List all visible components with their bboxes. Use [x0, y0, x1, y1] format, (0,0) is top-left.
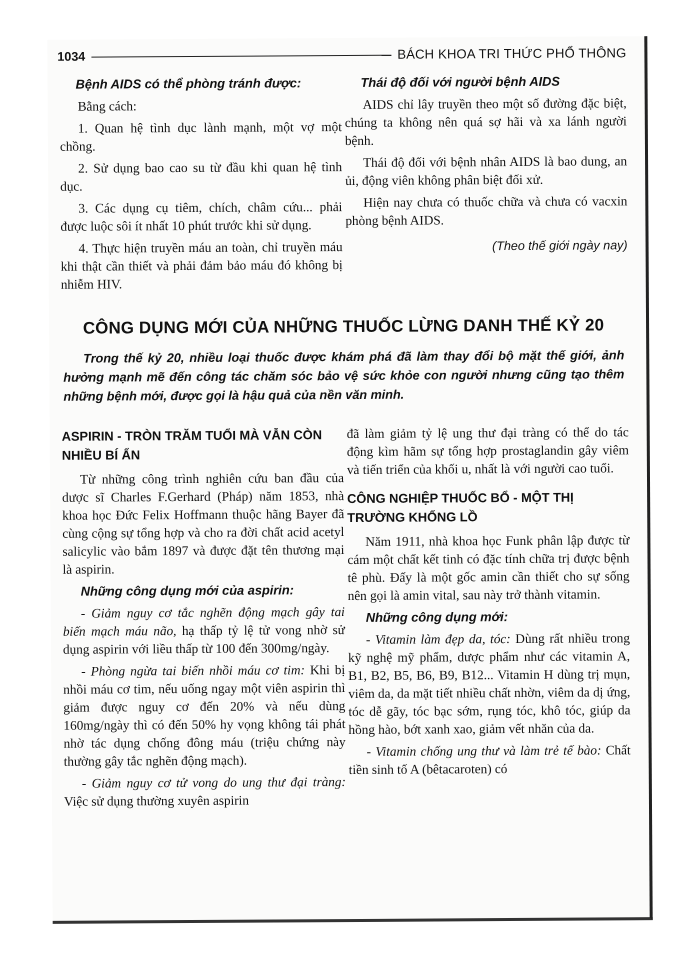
running-header — [57, 38, 626, 71]
aspirin-use-text: Khi bị nhồi máu cơ tim, nếu uống ngay một viên aspirin thì giảm được nguy cơ đến 20% và nếu dùng 160mg/ngày thì có đến 50% hy vọng không tái phát nhờ tác dụng chống đông máu (triệu chứng này thường gây tắc nghẽn động mạch). — [63, 662, 346, 769]
aspirin-use-lead: - Giảm nguy cơ tử vong do ung thư đại tràng: — [81, 774, 346, 791]
top-columns — [58, 68, 628, 297]
page-number: 1034 — [57, 49, 86, 64]
book-title: BÁCH KHOA TRI THỨC PHỔ THÔNG — [397, 45, 627, 62]
attitude-paragraph: Thái độ đối với bệnh nhân AIDS là bao dung, an ủi, động viên không phân biệt đối xử. — [345, 153, 628, 189]
prevention-item: 4. Thực hiện truyền máu an toàn, chỉ truyền máu khi thật cần thiết và phải đảm bảo máu đó không bị nhiễm HIV. — [60, 239, 343, 292]
aspirin-use — [63, 661, 346, 771]
vitamin-use — [349, 741, 631, 779]
attitude-paragraph: Hiện nay chưa có thuốc chữa và chưa có vacxin phòng bệnh AIDS. — [345, 193, 628, 229]
prevention-item: 2. Sử dụng bao cao su từ đầu khi quan hệ tình dục. — [60, 159, 343, 194]
attitude-paragraph: AIDS chỉ lây truyền theo một số đường đặc biệt, chúng ta không nên quá sợ hãi và xa lánh người bệnh. — [344, 95, 627, 149]
prevention-item: 1. Quan hệ tình dục lành mạnh, một vợ một chồng. — [59, 119, 342, 154]
aspirin-use — [63, 603, 345, 659]
tonic-intro: Năm 1911, nhà khoa học Funk phân lập được từ cám một chất kết tinh có đặc tính chữa trị được bệnh tê phù. Đấy là một gốc amin cần thiết cho sự sống nên gọi là amin vital, sau này trở thành vitamin. — [347, 532, 630, 604]
vitamin-use-text: Chất tiền sinh tố A (bêtacaroten) có — [348, 742, 631, 778]
vitamin-use — [348, 629, 631, 739]
aspirin-use-text: hạ thấp tỷ lệ tử vong nhờ sử dụng aspirin với liều thấp từ 100 đến 300mg/ngày. — [62, 622, 345, 657]
aspirin-heading: ASPIRIN - TRÒN TRĂM TUỔI MÀ VẪN CÒN NHIỀU BÍ ẨN — [61, 427, 322, 463]
aspirin-use-text: Việc sử dụng thường xuyên aspirin — [63, 792, 249, 809]
header-rule — [91, 54, 391, 57]
aspirin-continuation: đã làm giảm tỷ lệ ung thư đại tràng có thể do tác động kìm hãm sự tổng hợp prostaglandin gây viêm và tiến triển của khối u, nhất là với người cao tuổi. — [346, 424, 629, 478]
aids-attitude-heading: Thái độ đối với người bệnh AIDS — [360, 73, 560, 90]
vitamin-use-lead: - Vitamin làm đẹp da, tóc: — [365, 631, 511, 647]
book-page — [47, 36, 652, 924]
source-citation: (Theo thế giới ngày nay) — [492, 238, 628, 254]
prevention-intro: Bằng cách: — [77, 98, 137, 114]
aspirin-uses-heading: Những công dụng mới của aspirin: — [80, 582, 294, 599]
tonic-heading: CÔNG NGHIỆP THUỐC BỔ - MỘT THỊ TRƯỜNG KHỔNG LỒ — [347, 489, 574, 526]
aspirin-use-lead: - Giảm nguy cơ tắc nghẽn động mạch gây tai biến mạch máu não, — [62, 604, 345, 639]
aspirin-column — [62, 425, 346, 815]
article-columns — [60, 423, 631, 814]
aspirin-use — [64, 773, 346, 811]
aids-attitude-column — [344, 68, 627, 296]
aids-prevention-column — [60, 70, 343, 298]
prevention-item: 3. Các dụng cụ tiêm, chích, châm cứu... phải được luộc sôi ít nhất 10 phút trước khi sử dụng. — [60, 199, 343, 234]
article-title: CÔNG DỤNG MỚI CỦA NHỮNG THUỐC LỪNG DANH THẾ KỶ 20 — [82, 315, 605, 338]
aspirin-use-lead: - Phòng ngừa tai biến nhồi máu cơ tim: — [81, 662, 305, 679]
tonic-uses-heading: Những công dụng mới: — [365, 609, 509, 625]
vitamin-use-text: Dùng rất nhiều trong kỹ nghệ mỹ phẩm, dược phẩm như các vitamin A, B1, B2, B5, B6, B9, B12... Vitamin H dùng trị mụn, viêm da, da mặt tiết nhiều chất nhờn, viêm da dị ứng, tóc dễ gãy, tóc bạc sớm, rụng tóc, khô tóc, giúp da hồng hào, bớt xanh xao, giảm vết nhăn của da. — [348, 630, 631, 738]
aspirin-intro: Từ những công trình nghiên cứu ban đầu của dược sĩ Charles F.Gerhard (Pháp) năm 1853, nhà khoa học Đức Felix Hoffmann thuộc hãng Bayer đã cùng cộng sự tổng hợp và cho ra đời chất acid acetyl salicylic vào bắm 1897 và được đặt tên thương mại là aspirin. — [62, 470, 345, 577]
tonic-column — [347, 423, 631, 813]
article-lead: Trong thế kỷ 20, nhiều loại thuốc được khám phá đã làm thay đổi bộ mặt thế giới, ảnh hưởng mạnh mẽ đến công tác chăm sóc bảo vệ sức khỏe con người nhưng cũng tạo thêm những bệnh mới, được gọi là hậu quả của nền văn minh. — [63, 348, 625, 404]
aids-prevention-heading: Bệnh AIDS có thể phòng tránh được: — [75, 75, 302, 92]
vitamin-use-lead: - Vitamin chống ung thư và làm trẻ tế bào: — [366, 742, 602, 759]
